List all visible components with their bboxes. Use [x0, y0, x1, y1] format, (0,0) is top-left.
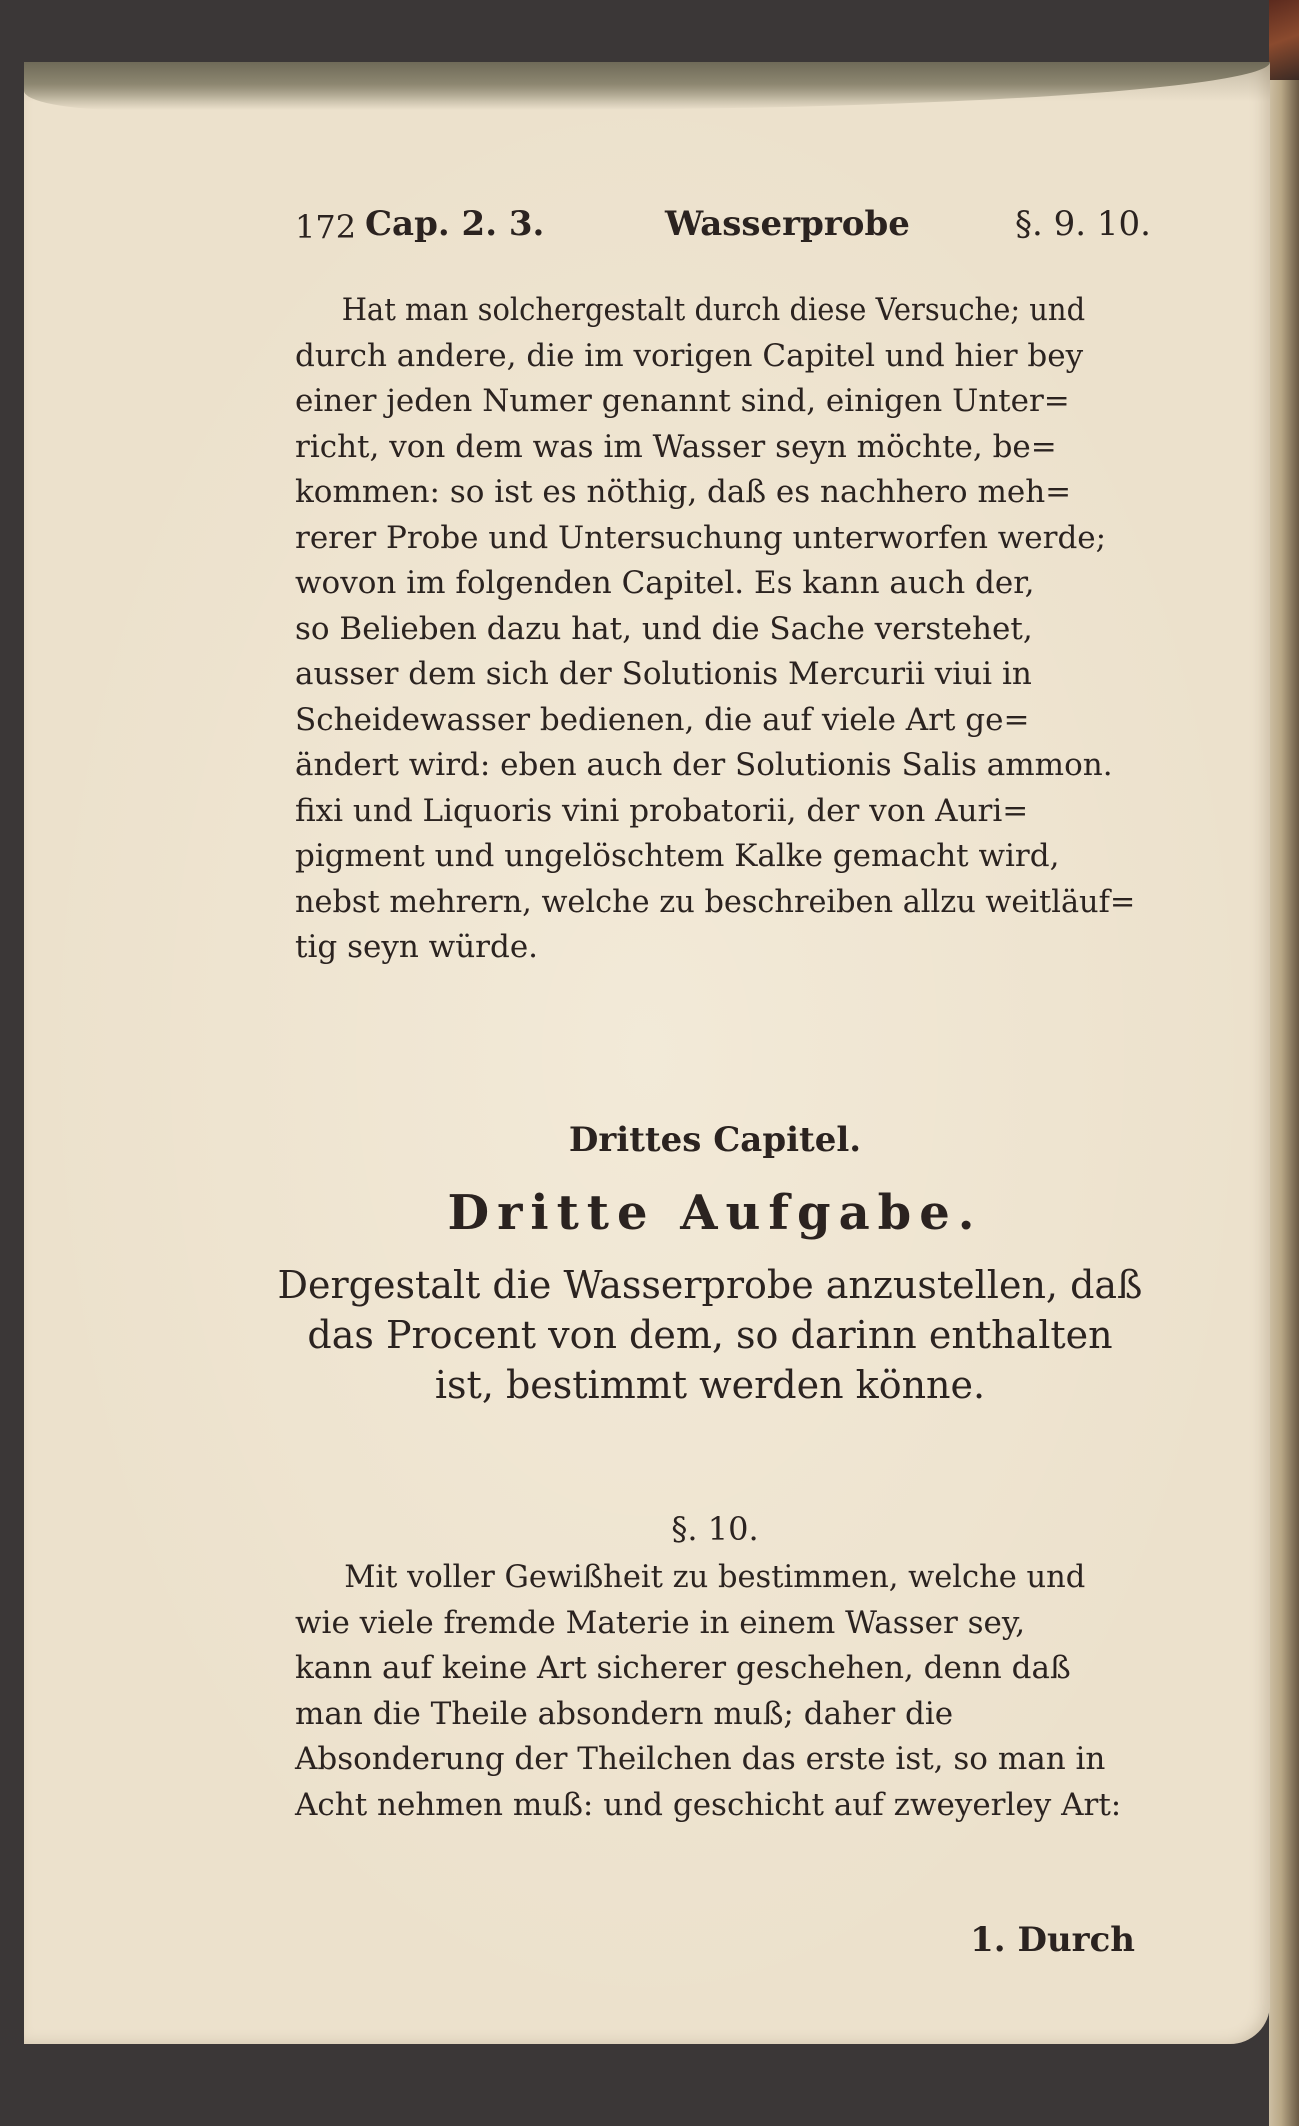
paragraph-1 — [295, 288, 1135, 971]
text-line: ändert wird: eben auch der Solutionis Salis ammon. — [295, 747, 1113, 783]
section-heading: §. 10. — [671, 1510, 759, 1548]
chapter-heading: Drittes Capitel. — [568, 1120, 862, 1160]
text-line: Mit voller Gewißheit zu bestimmen, welche und — [344, 1559, 1086, 1595]
text-line: wie viele fremde Materie in einem Wasser sey, — [295, 1604, 1026, 1641]
text-line: nebst mehrern, welche zu beschreiben allzu weitläuf= — [295, 883, 1136, 920]
text-line: so Belieben dazu hat, und die Sache verstehet, — [295, 610, 1033, 647]
text-line: Hat man solchergestalt durch diese Versuche; und — [341, 292, 1086, 328]
book-edge — [1269, 0, 1299, 2126]
running-title: Wasserprobe — [665, 204, 910, 244]
text-line: fixi und Liquoris vini probatorii, der von Auri= — [295, 792, 1029, 829]
text-line: Scheidewasser bedienen, die auf viele Art ge= — [295, 701, 1030, 738]
text-line: rerer Probe und Untersuchung unterworfen werde; — [295, 519, 1107, 556]
text-line: ist, bestimmt werden könne. — [434, 1363, 986, 1407]
task-description — [265, 1260, 1155, 1410]
text-line: pigment und ungelöschtem Kalke gemacht wird, — [295, 838, 1060, 874]
section-reference: §. 9. 10. — [1015, 204, 1151, 244]
text-line: man die Theile absondern muß; daher die — [295, 1695, 954, 1732]
paragraph-2 — [295, 1555, 1135, 1828]
text-line: tig seyn würde. — [295, 929, 539, 965]
chapter-reference: Cap. 2. 3. — [365, 204, 545, 244]
binding-corner — [1269, 0, 1299, 80]
text-line: Absonderung der Theilchen das erste ist, so man in — [295, 1741, 1106, 1777]
text-line: kommen: so ist es nöthig, daß es nachhero meh= — [295, 474, 1072, 510]
task-heading: Dritte Aufgabe. — [447, 1185, 983, 1241]
text-line: richt, von dem was im Wasser seyn möchte, be= — [295, 428, 1057, 465]
text-line: das Procent von dem, so darinn enthalten — [307, 1313, 1113, 1357]
page-number: 172 — [295, 208, 357, 246]
text-line: einer jeden Numer genannt sind, einigen Unter= — [295, 383, 1070, 419]
text-line: ausser dem sich der Solutionis Mercurii viui in — [295, 656, 1032, 692]
text-line: durch andere, die im vorigen Capitel und hier bey — [295, 337, 1084, 374]
text-line: Acht nehmen muß: und geschicht auf zweyerley Art: — [295, 1786, 1122, 1823]
text-line: Dergestalt die Wasserprobe anzustellen, daß — [277, 1263, 1143, 1307]
text-line: kann auf keine Art sicherer geschehen, denn daß — [295, 1650, 1071, 1686]
running-head — [295, 200, 1155, 260]
catchword: 1. Durch — [970, 1920, 1135, 1960]
text-line: wovon im folgenden Capitel. Es kann auch der, — [295, 565, 1035, 601]
